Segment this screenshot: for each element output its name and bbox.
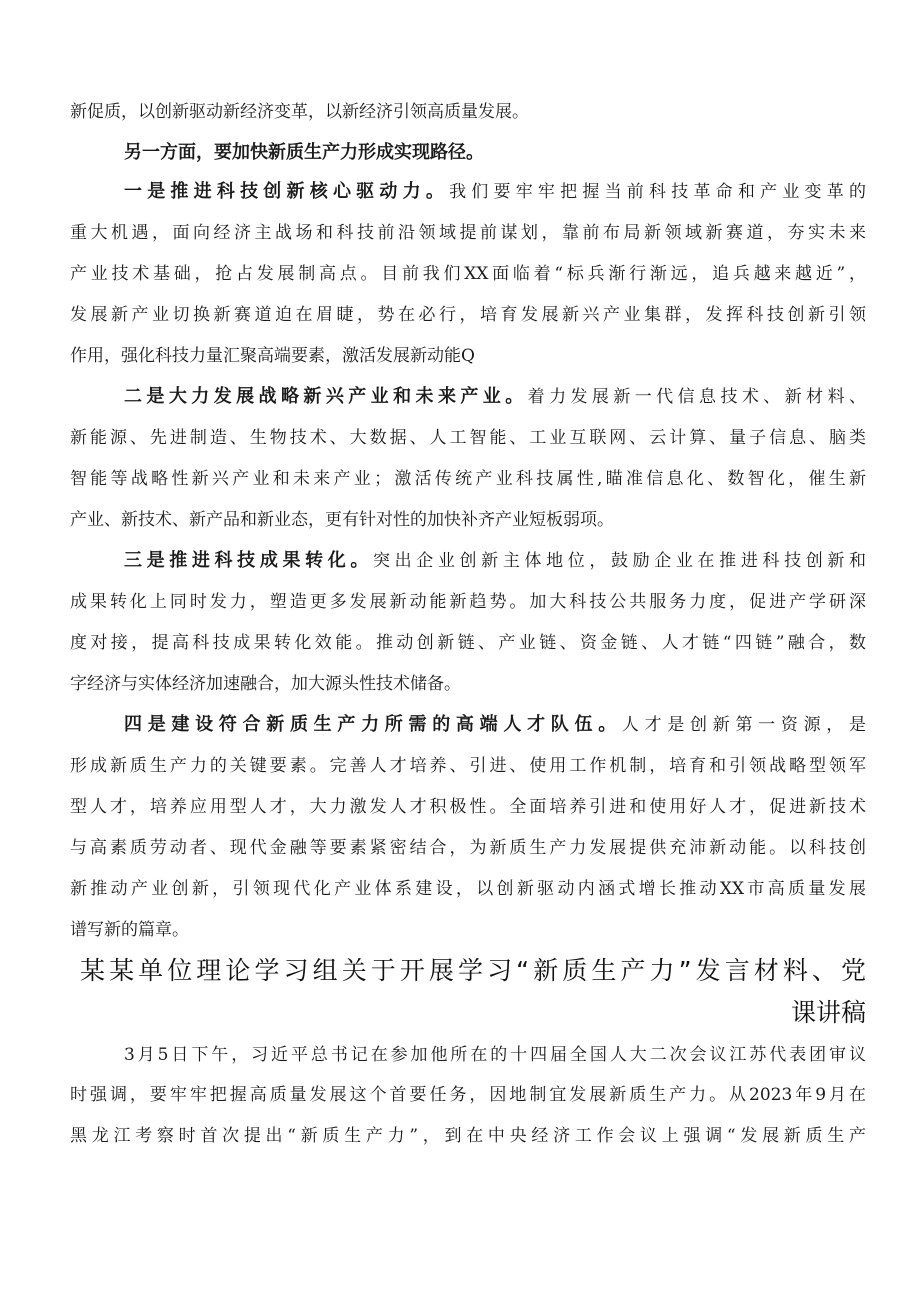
paragraph-line: 成果转化上同时发力，塑造更多发展新动能新趋势。加大科技公共服务力度，促进产学研深 [70,592,866,612]
paragraph-line: 形成新质生产力的关键要素。完善人才培养、引进、使用工作机制，培育和引领战略型领军 [70,756,866,776]
paragraph-line: 发展新产业切换新赛道迫在眉睫，势在必行，培育发展新兴产业集群，发挥科技创新引领 [70,305,866,325]
document-title-continued: 课讲稿 [790,998,866,1027]
point-2-lead: 二是大力发展战略新兴产业和未来产业。 [124,386,528,407]
point-3-text: 突出企业创新主体地位，鼓励企业在推进科技创新和 [373,551,866,571]
point-4-lead: 四是建设符合新质生产力所需的高端人才队伍。 [124,714,622,735]
document-title: 某某单位理论学习组关于开展学习“新质生产力”发言材料、党 [80,956,866,985]
paragraph-line: 时强调，要牢牢把握高质量发展这个首要任务，因地制宜发展新质生产力。从2023年9月在 [70,1085,866,1105]
paragraph-line: 新推动产业创新，引领现代化产业体系建设，以创新驱动内涵式增长推动XX市高质量发展 [70,879,866,899]
paragraph-line: 3月5日下午，习近平总书记在参加他所在的十四届全国人大二次会议江苏代表团审议 [124,1045,866,1065]
paragraph-line: 产业、新技术、新产品和新业态，更有针对性的加快补齐产业短板弱项。 [70,510,614,530]
paragraph-line: 产业技术基础，抢占发展制高点。目前我们XX面临着“标兵渐行渐远，追兵越来越近”， [70,264,866,284]
paragraph-line: 重大机遇，面向经济主战场和科技前沿领域提前谋划，靠前布局新领域新赛道，夯实未来 [70,223,866,243]
section-heading: 另一方面，要加快新质生产力形成实现路径。 [124,142,484,163]
paragraph-line: 度对接，提高科技成果转化效能。推动创新链、产业链、资金链、人才链“四链”融合，数 [70,633,866,653]
paragraph-line: 字经济与实体经济加速融合，加大源头性技术储备。 [70,674,461,694]
paragraph-line: 新能源、先进制造、生物技术、大数据、人工智能、工业互联网、云计算、量子信息、脑类 [70,428,866,448]
point-3-lead: 三是推进科技成果转化。 [124,550,373,571]
paragraph-line: 与高素质劳动者、现代金融等要素紧密结合，为新质生产力发展提供充沛新动能。以科技创 [70,838,866,858]
paragraph-line: 智能等战略性新兴产业和未来产业；激活传统产业科技属性,瞄准信息化、数智化，催生新 [70,469,866,489]
point-3-line [124,549,866,573]
point-2-text: 着力发展新一代信息技术、新材料、 [527,387,866,407]
point-4-line [124,713,866,737]
point-1-lead: 一是推进科技创新核心驱动力。 [124,181,450,202]
point-2-line [124,385,866,409]
point-4-text: 人才是创新第一资源，是 [621,715,866,735]
paragraph-line: 新促质，以创新驱动新经济变革，以新经济引领高质量发展。 [70,102,529,122]
paragraph-line: 谱写新的篇章。 [70,920,189,940]
paragraph-line: 作用，强化科技力量汇聚高端要素，激活发展新动能Q [70,346,475,366]
paragraph-line: 型人才，培养应用型人才，大力激发人才积极性。全面培养引进和使用好人才，促进新技术 [70,797,866,817]
point-1-text: 我们要牢牢把握当前科技革命和产业变革的 [449,182,866,202]
paragraph-line: 黑龙江考察时首次提出“新质生产力”，到在中央经济工作会议上强调“发展新质生产 [70,1126,866,1146]
point-1-line [124,180,866,204]
